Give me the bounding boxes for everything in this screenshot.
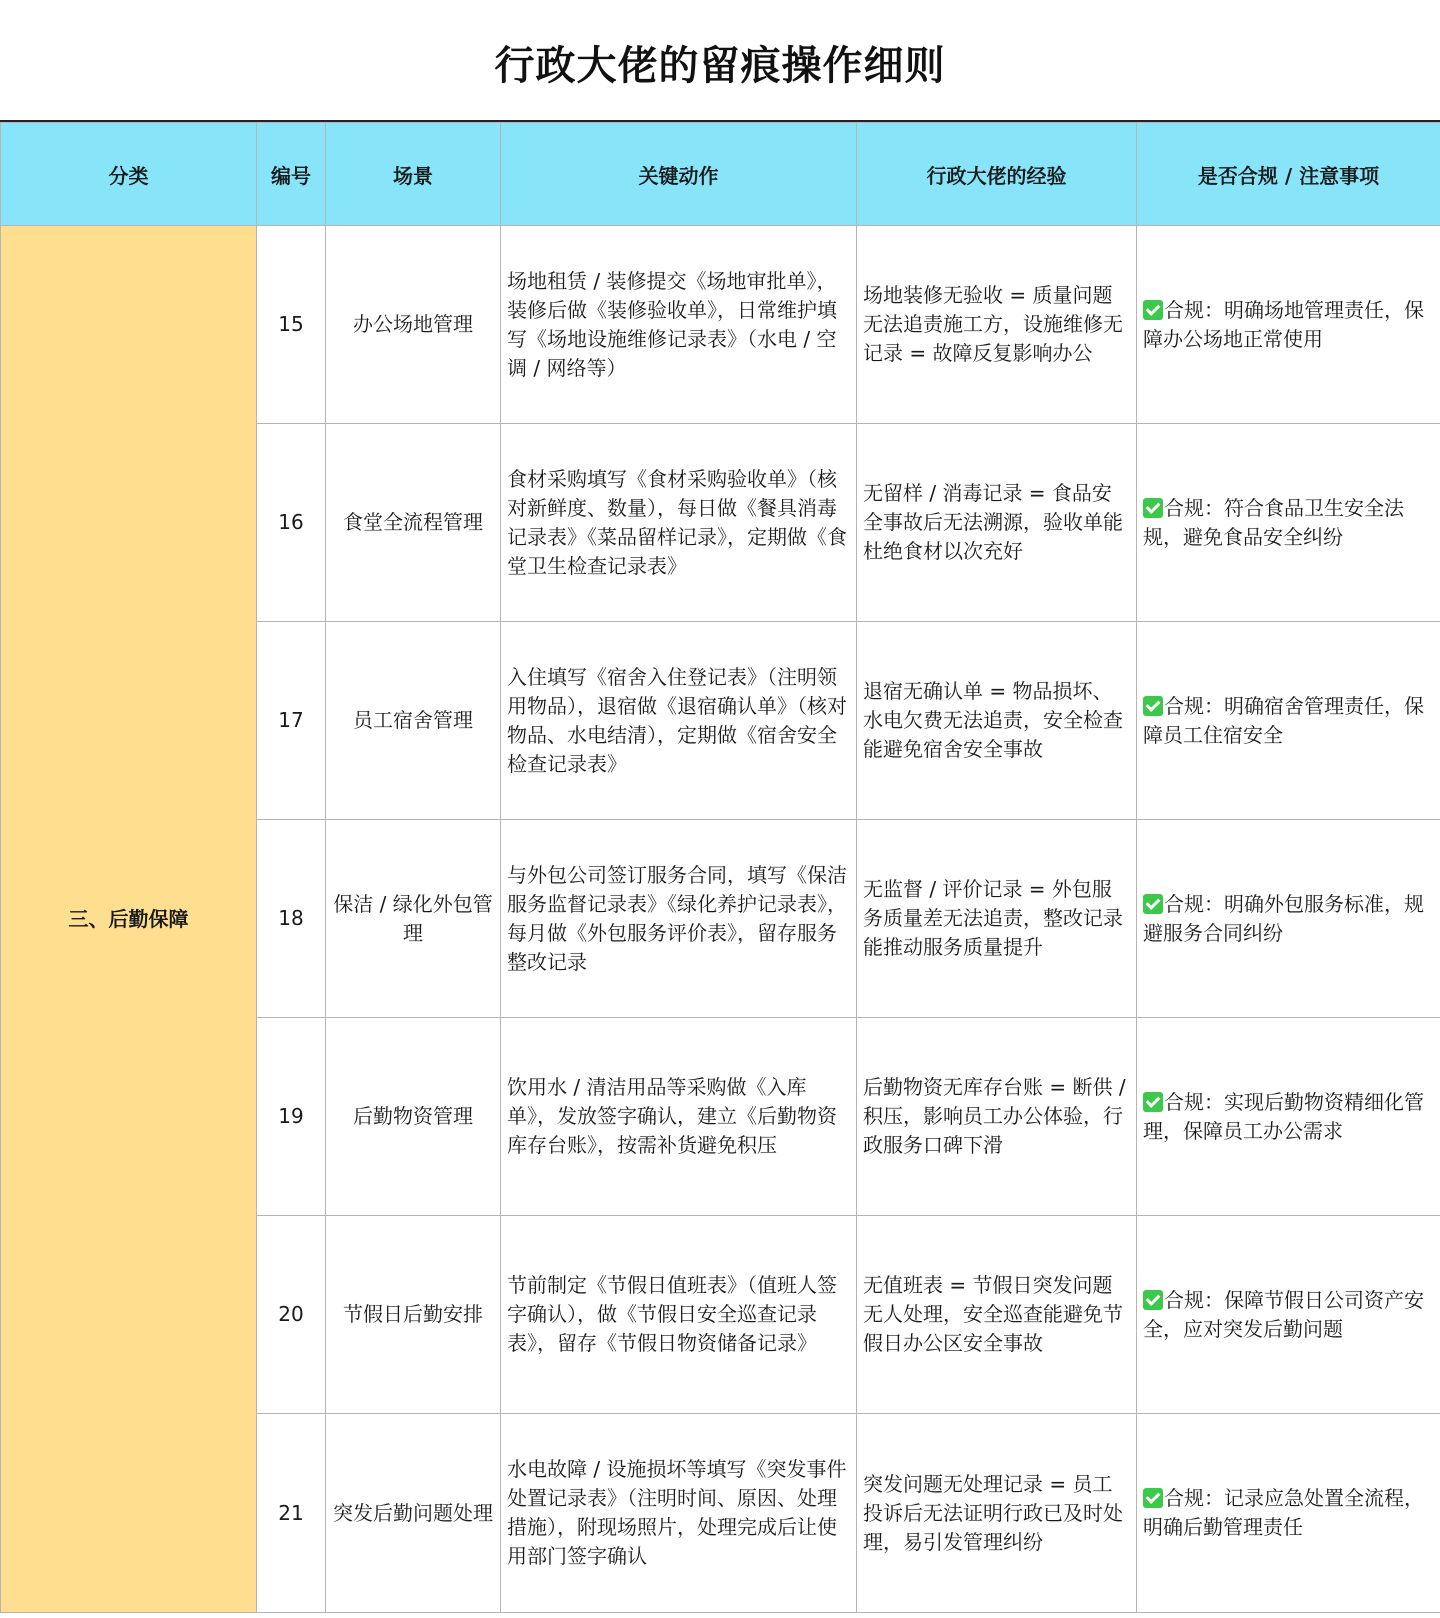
title-bar <box>0 0 1440 122</box>
rules-table <box>0 122 1440 1613</box>
row-experience: 无监督 / 评价记录 = 外包服务质量差无法追责，整改记录能推动服务质量提升 <box>857 820 1137 1018</box>
page-title: 行政大佬的留痕操作细则 <box>494 42 946 89</box>
compliance-text: 合规：明确宿舍管理责任，保障员工住宿安全 <box>1143 693 1424 747</box>
check-icon <box>1143 696 1163 716</box>
row-compliance <box>1137 1414 1440 1613</box>
row-compliance <box>1137 820 1440 1018</box>
row-action: 场地租赁 / 装修提交《场地审批单》，装修后做《装修验收单》，日常维护填写《场地设施维修记录表》（水电 / 空调 / 网络等） <box>501 226 857 424</box>
row-number: 20 <box>257 1216 326 1414</box>
row-experience: 无值班表 = 节假日突发问题无人处理，安全巡查能避免节假日办公区安全事故 <box>857 1216 1137 1414</box>
header-row <box>1 123 1440 226</box>
compliance-text: 合规：明确外包服务标准，规避服务合同纠纷 <box>1143 891 1424 945</box>
row-number: 18 <box>257 820 326 1018</box>
row-scene: 保洁 / 绿化外包管理 <box>326 820 501 1018</box>
row-compliance <box>1137 226 1440 424</box>
row-number: 17 <box>257 622 326 820</box>
compliance-text: 合规：记录应急处置全流程，明确后勤管理责任 <box>1143 1486 1424 1539</box>
row-scene: 节假日后勤安排 <box>326 1216 501 1414</box>
row-action: 食材采购填写《食材采购验收单》（核对新鲜度、数量），每日做《餐具消毒记录表》《菜品留样记录》，定期做《食堂卫生检查记录表》 <box>501 424 857 622</box>
row-compliance <box>1137 622 1440 820</box>
row-action: 入住填写《宿舍入住登记表》（注明领用物品），退宿做《退宿确认单》（核对物品、水电结清），定期做《宿舍安全检查记录表》 <box>501 622 857 820</box>
row-action: 节前制定《节假日值班表》（值班人签字确认），做《节假日安全巡查记录表》，留存《节假日物资储备记录》 <box>501 1216 857 1414</box>
row-scene: 突发后勤问题处理 <box>326 1414 501 1613</box>
table-row <box>1 226 1440 424</box>
row-action: 饮用水 / 清洁用品等采购做《入库单》，发放签字确认，建立《后勤物资库存台账》，按需补货避免积压 <box>501 1018 857 1216</box>
compliance-text: 合规：符合食品卫生安全法规，避免食品安全纠纷 <box>1143 495 1404 549</box>
row-experience: 后勤物资无库存台账 = 断供 / 积压，影响员工办公体验，行政服务口碑下滑 <box>857 1018 1137 1216</box>
category-cell: 三、后勤保障 <box>1 226 257 1613</box>
row-scene: 食堂全流程管理 <box>326 424 501 622</box>
row-number: 15 <box>257 226 326 424</box>
header-scene: 场景 <box>326 123 501 226</box>
row-number: 19 <box>257 1018 326 1216</box>
check-icon <box>1143 300 1163 320</box>
row-experience: 场地装修无验收 = 质量问题无法追责施工方，设施维修无记录 = 故障反复影响办公 <box>857 226 1137 424</box>
header-number: 编号 <box>257 123 326 226</box>
row-compliance <box>1137 1018 1440 1216</box>
check-icon <box>1143 1092 1163 1112</box>
compliance-text: 合规：实现后勤物资精细化管理，保障员工办公需求 <box>1143 1089 1424 1143</box>
row-experience: 退宿无确认单 = 物品损坏、水电欠费无法追责，安全检查能避免宿舍安全事故 <box>857 622 1137 820</box>
header-action: 关键动作 <box>501 123 857 226</box>
compliance-text: 合规：保障节假日公司资产安全，应对突发后勤问题 <box>1143 1287 1424 1341</box>
header-category: 分类 <box>1 123 257 226</box>
row-scene: 后勤物资管理 <box>326 1018 501 1216</box>
row-experience: 突发问题无处理记录 = 员工投诉后无法证明行政已及时处理，易引发管理纠纷 <box>857 1414 1137 1613</box>
row-action: 水电故障 / 设施损坏等填写《突发事件处置记录表》（注明时间、原因、处理措施），附现场照片，处理完成后让使用部门签字确认 <box>501 1414 857 1613</box>
check-icon <box>1143 1290 1163 1310</box>
row-compliance <box>1137 1216 1440 1414</box>
row-number: 16 <box>257 424 326 622</box>
row-experience: 无留样 / 消毒记录 = 食品安全事故后无法溯源，验收单能杜绝食材以次充好 <box>857 424 1137 622</box>
row-scene: 办公场地管理 <box>326 226 501 424</box>
header-compliance: 是否合规 / 注意事项 <box>1137 123 1440 226</box>
check-icon <box>1143 498 1163 518</box>
header-experience: 行政大佬的经验 <box>857 123 1137 226</box>
row-action: 与外包公司签订服务合同，填写《保洁服务监督记录表》《绿化养护记录表》，每月做《外包服务评价表》，留存服务整改记录 <box>501 820 857 1018</box>
check-icon <box>1143 894 1163 914</box>
row-number: 21 <box>257 1414 326 1613</box>
row-scene: 员工宿舍管理 <box>326 622 501 820</box>
row-compliance <box>1137 424 1440 622</box>
compliance-text: 合规：明确场地管理责任，保障办公场地正常使用 <box>1143 297 1424 351</box>
check-icon <box>1143 1488 1163 1508</box>
